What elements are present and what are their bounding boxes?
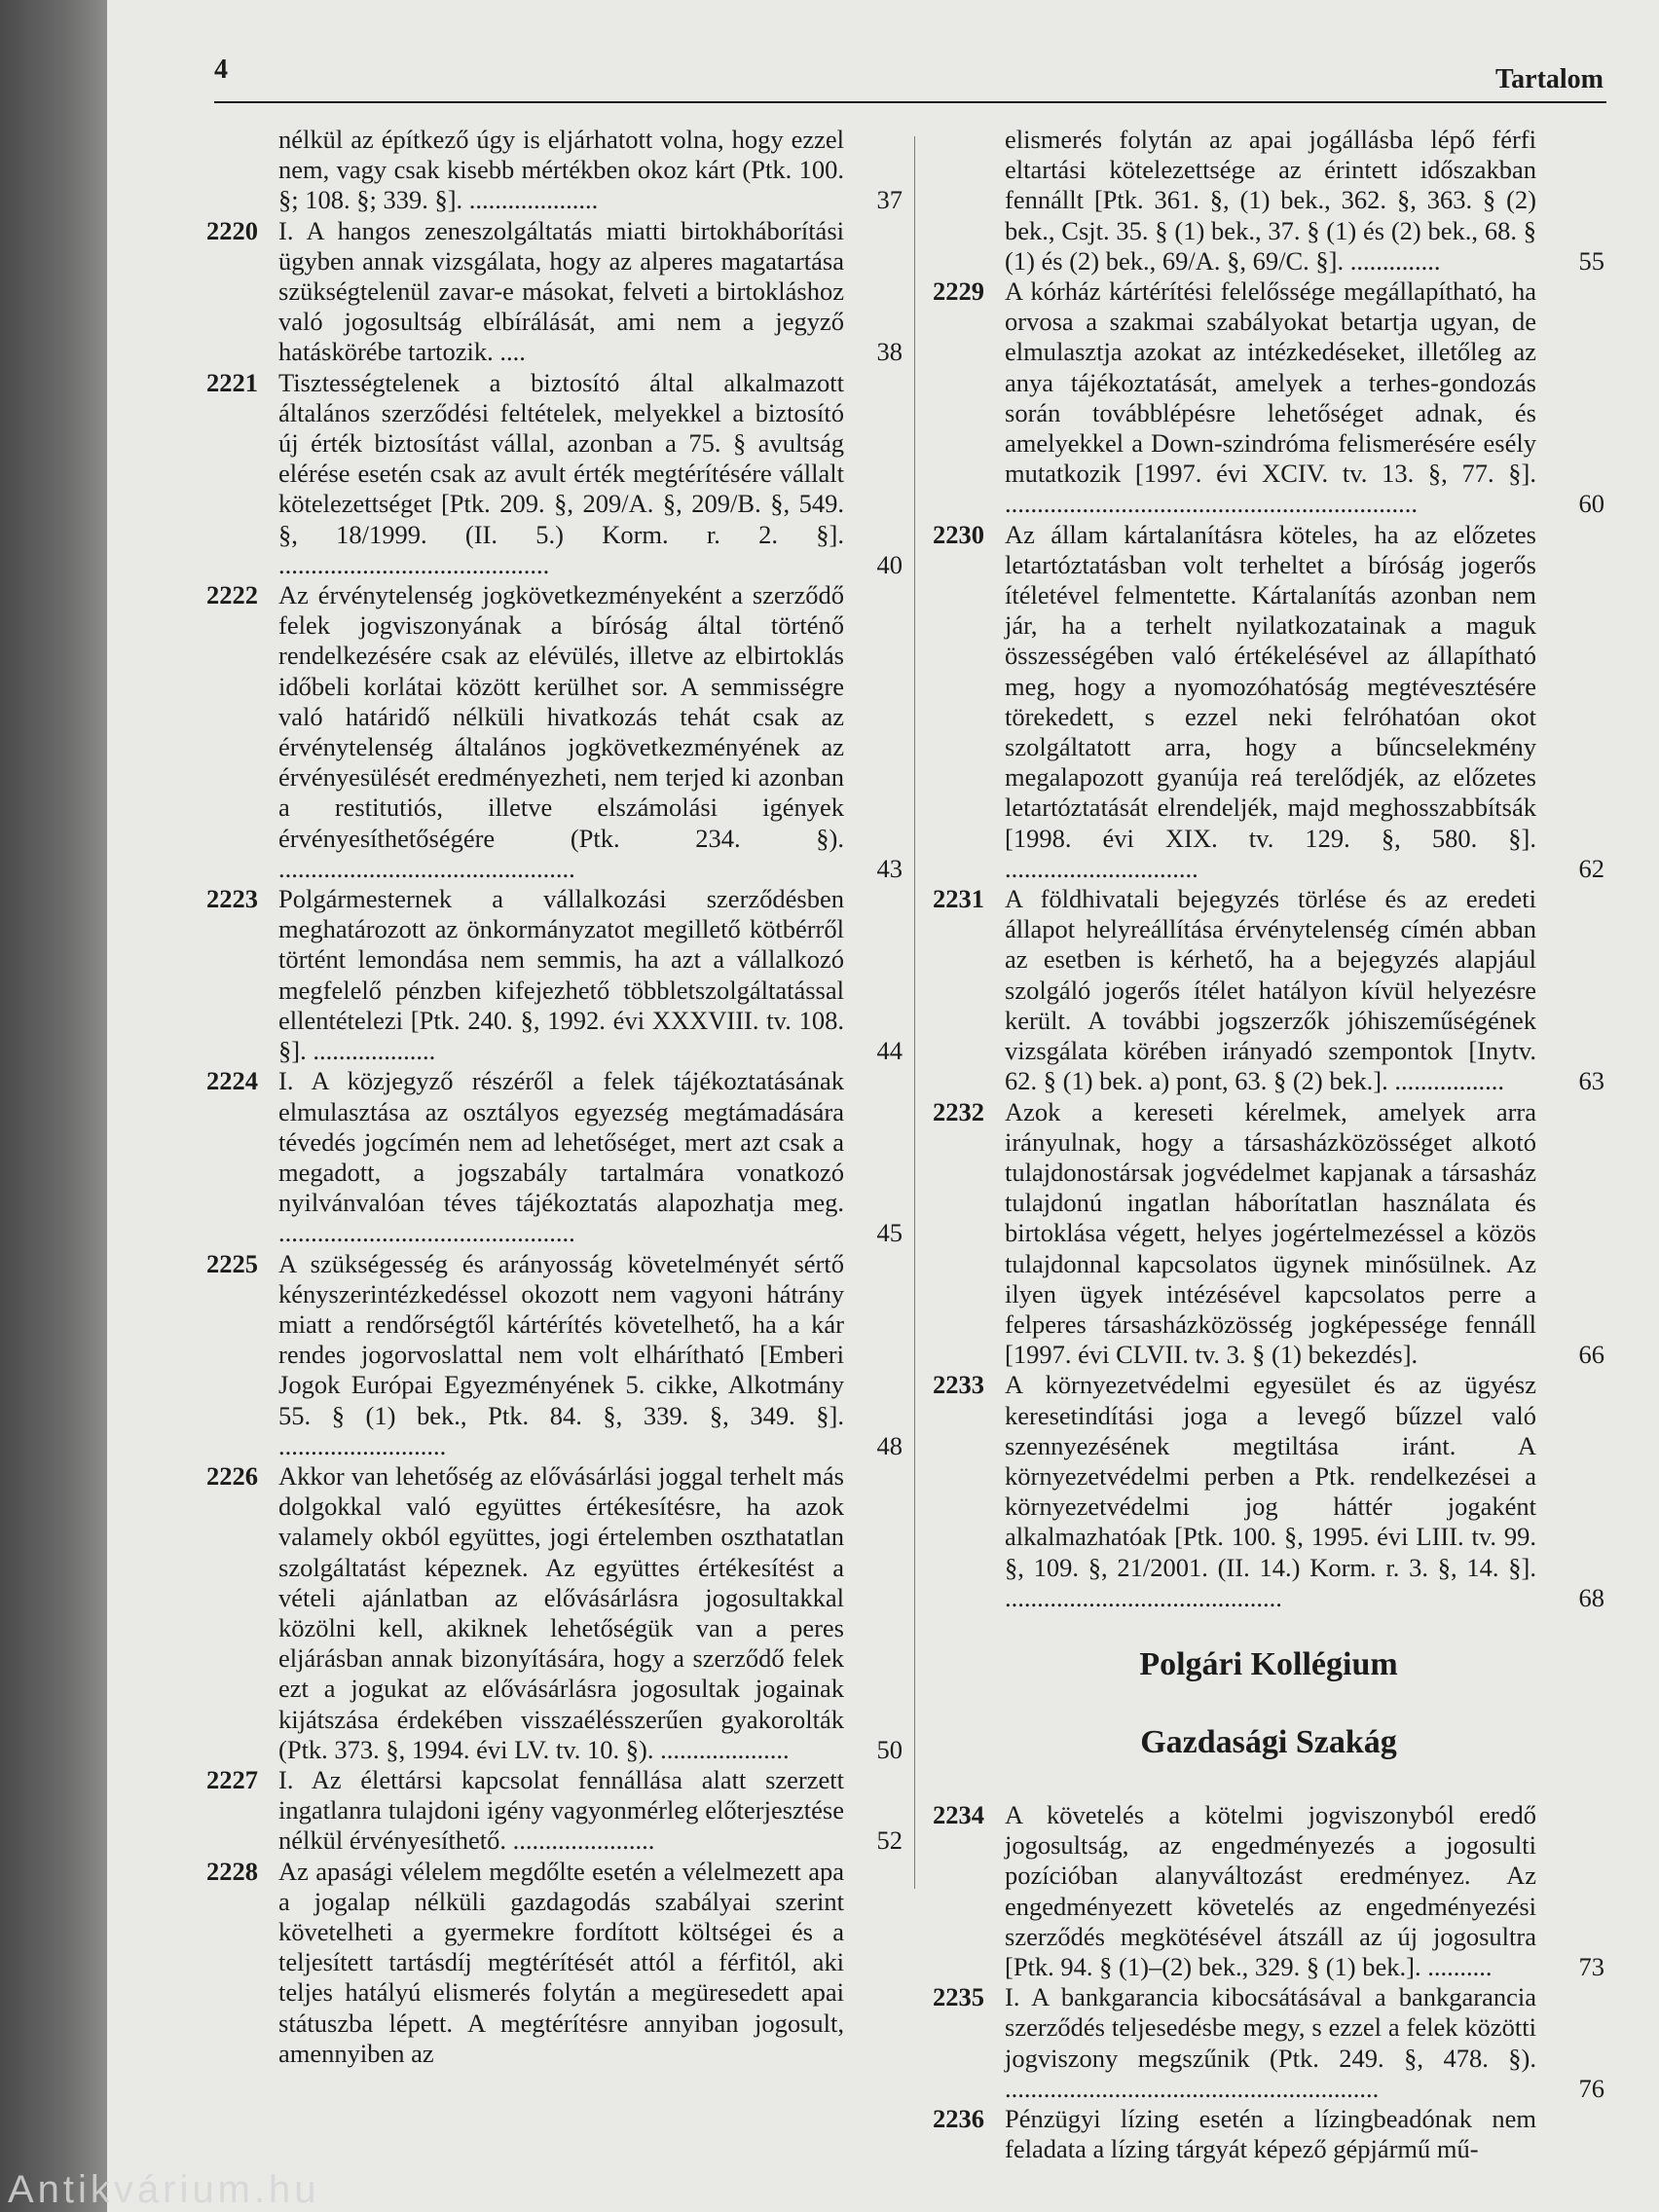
entry-page-number: 55 [1578, 245, 1604, 276]
running-title: Tartalom [1495, 64, 1604, 94]
toc-entry-2234[interactable] [933, 1800, 1604, 1982]
entry-text: Az apasági vélelem megdőlte esetén a vélelmezett apa a jogalap nélküli gazdagodás szabályai szerint követelheti a gyermekre fordított költségei és a teljesített tartásdíj megtérítését attól a férfitól, aki teljes hatályú elismerés folytán a megüresedett apai státuszba lépett. A megtérítésre annyiban jogosult, amennyiben az [278, 1856, 844, 2068]
entry-page-number: 38 [876, 337, 903, 367]
left-column [206, 125, 903, 2069]
toc-entry-2228[interactable] [206, 1857, 903, 2069]
entry-page-number: 45 [876, 1218, 903, 1248]
toc-entry-2231[interactable] [933, 884, 1604, 1096]
toc-entry-continuation[interactable] [933, 125, 1604, 276]
entry-number: 2233 [933, 1370, 984, 1400]
entry-page-number: 76 [1578, 2073, 1604, 2103]
toc-entry-2230[interactable] [933, 520, 1604, 884]
toc-entry-2235[interactable] [933, 1982, 1604, 2104]
entry-text: Polgármesternek a vállalkozási szerződésben meghatározott az önkormányzatot megillető kötbérről történt lemondása nem semmis, ha azt a vállalkozó megfelelő pénzben kifejezhető többletszolgáltatással ellentételezi [Ptk. 240. §, 1992. évi XXXVIII. tv. 108. §]. ................... [278, 884, 844, 1066]
entry-text: Akkor van lehetőség az elővásárlási joggal terhelt más dolgokkal való együttes értékesítésre, ha azok valamely okból együttes, jogi értelemben oszthatatlan szolgáltatást képeznek. Az együttes értékesítést a vételi ajánlatban az elővásárlásra jogosultakkal közölni kell, akiknek lehetőségük van a peres eljárásban annak bizonyítására, hogy a szerződő felek ezt a jogukat az elővásárlásra jogosultak jogainak kijátszása érdekében visszaélésszerűen gyakorolták (Ptk. 373. §, 1994. évi LV. tv. 10. §). .................... [278, 1460, 844, 1764]
entry-page-number: 43 [876, 853, 903, 883]
toc-entry-2223[interactable] [206, 884, 903, 1066]
entry-text: Az állam kártalanításra köteles, ha az előzetes letartóztatásban volt terheltet a bíróság jogerős ítéletével felmentette. Kártalanítás azonban nem jár, ha a terhelt nyilatkozatainak a maguk összességében való értékelésével az állapítható meg, hogy a nyomozóhatóság megtévesztésére törekedett, s ezzel neki felróhatóan okot szolgáltatott arra, hogy a bűncselekmény megalapozott gyanúja reá terelődjék, az előzetes letartóztatását elrendeljék, majd meghosszabbítsák [1998. évi XIX. tv. 129. §, 580. §]. .............................. [1005, 519, 1536, 883]
entry-text: Tisztességtelenek a biztosító által alkalmazott általános szerződési feltételek, melyekkel a biztosító új érték biztosítást vállal, azonban a 75. § avultság elérése esetén csak az avult érték megtérítésére vállalt kötelezettséget [Ptk. 209. §, 209/A. §, 209/B. §, 549. §, 18/1999. (II. 5.) Korm. r. 2. §]. .......................................... [278, 367, 844, 579]
entry-page-number: 44 [876, 1036, 903, 1066]
entry-number: 2225 [206, 1248, 258, 1278]
entry-number: 2228 [206, 1856, 258, 1886]
entry-text: elismerés folytán az apai jogállásba lépő férfi eltartási kötelezettsége az érintett időszakban fennállt [Ptk. 361. §, (1) bek., 362. §, 363. § (2) bek., Csjt. 35. § (1) bek., 37. § (1) és (2) bek., 68. § (1) és (2) bek., 69/A. §, 69/C. §]. .............. [1005, 125, 1536, 276]
entry-text: I. Az élettársi kapcsolat fennállása alatt szerzett ingatlanra tulajdoni igény vagyonmérleg előterjesztése nélkül érvényesíthető. ...................... [278, 1764, 844, 1856]
section-heading: Polgári Kollégium [1139, 1645, 1398, 1682]
entry-page-number: 63 [1578, 1066, 1604, 1096]
entry-text: A környezetvédelmi egyesület és az ügyész keresetindítási joga a levegő bűzzel való szennyezésének megtiltása iránt. A környezetvédelmi perben a Ptk. rendelkezései a környezetvédelmi jog háttér jogaként alkalmazhatóak [Ptk. 100. §, 1995. évi LIII. tv. 99. §, 109. §, 21/2001. (II. 14.) Korm. r. 3. §, 14. §]. ........................................... [1005, 1370, 1536, 1612]
toc-entry-2232[interactable] [933, 1097, 1604, 1371]
section-heading: Gazdasági Szakág [1140, 1723, 1397, 1760]
entry-number: 2230 [933, 519, 984, 549]
page-header [214, 55, 1606, 103]
entry-number: 2229 [933, 276, 984, 307]
entry-number: 2227 [206, 1764, 258, 1794]
entry-number: 2234 [933, 1799, 984, 1829]
entry-page-number: 37 [876, 185, 903, 215]
entry-number [933, 125, 1005, 276]
entry-number: 2220 [206, 215, 258, 245]
entry-text: Pénzügyi lízing esetén a lízingbeadónak nem feladata a lízing tárgyát képező gépjármű mű- [1005, 2103, 1536, 2164]
entry-text: I. A bankgarancia kibocsátásával a bankgarancia szerződés teljesedésbe megy, s ezzel a felek közötti jogviszony megszűnik (Ptk. 249. §, 478. §). .......................................................... [1005, 1982, 1536, 2103]
entry-text: Azok a kereseti kérelmek, amelyek arra irányulnak, hogy a társasházközösséget alkotó tulajdonostársak jogvédelmet kapjanak a társasház tulajdonú ingatlan háborítatlan használata és birtoklása végett, helyes jogértelmezéssel a közös tulajdonnal kapcsolatos ügynek minősülnek. Az ilyen ügyek intézésével kapcsolatos perre a felperes társasházközösség jogképessége fennáll [1997. évi CLVII. tv. 3. § (1) bekezdés]. [1005, 1096, 1536, 1370]
column-divider [914, 136, 915, 1889]
entry-text: A követelés a kötelmi jogviszonyból eredő jogosultság, az engedményezés a jogosulti pozícióban alanyváltozást eredményez. Az engedményezett követelés az engedményezési szerződés megkötésével átszáll az új jogosultra [Ptk. 94. § (1)–(2) bek., 329. § (1) bek.]. .......... [1005, 1799, 1536, 1981]
toc-entry-2220[interactable] [206, 216, 903, 368]
entry-number: 2226 [206, 1460, 258, 1491]
entry-number: 2224 [206, 1066, 258, 1096]
toc-entry-2233[interactable] [933, 1370, 1604, 1613]
toc-entry-2229[interactable] [933, 276, 1604, 520]
entry-number: 2222 [206, 580, 258, 610]
entry-page-number: 62 [1578, 853, 1604, 883]
entry-page-number: 50 [876, 1734, 903, 1764]
entry-page-number: 73 [1578, 1951, 1604, 1981]
toc-entry-2236[interactable] [933, 2104, 1604, 2164]
entry-text: nélkül az építkező úgy is eljárhatott volna, hogy ezzel nem, vagy csak kisebb mértékben okoz kárt (Ptk. 100. §; 108. §; 339. §]. .................... [278, 125, 844, 215]
toc-entry-2224[interactable] [206, 1066, 903, 1248]
entry-number: 2232 [933, 1096, 984, 1126]
watermark: Antikvárium.hu [8, 2168, 320, 2211]
book-spine-shadow [0, 0, 107, 2212]
entry-page-number: 40 [876, 549, 903, 579]
toc-entry-continuation[interactable] [206, 125, 903, 216]
entry-number: 2231 [933, 884, 984, 914]
toc-entry-2225[interactable] [206, 1249, 903, 1461]
entry-number: 2235 [933, 1982, 984, 2012]
right-column [933, 125, 1604, 2164]
entry-page-number: 48 [876, 1430, 903, 1460]
entry-text: A szükségesség és arányosság követelményét sértő kényszerintézkedéssel okozott nem vagyoni hátrány miatt a rendőrségtől kártérítés követelhető, ha a kár rendes jogorvoslattal nem volt elhárítható [Emberi Jogok Európai Egyezményének 5. cikke, Alkotmány 55. § (1) bek., Ptk. 84. §, 339. §, 349. §]. .......................... [278, 1248, 844, 1460]
toc-entry-2221[interactable] [206, 368, 903, 580]
entry-text: I. A hangos zeneszolgáltatás miatti birtokháborítási ügyben annak vizsgálata, hogy az alperes magatartása szükségtelenül zavar-e másokat, felveti a birtokláshoz való jogosultság elbírálását, ami nem a jegyző hatáskörébe tartozik. .... [278, 215, 844, 367]
entry-number: 2221 [206, 367, 258, 397]
toc-entry-2222[interactable] [206, 580, 903, 884]
entry-number [206, 125, 278, 216]
entry-page-number: 60 [1578, 489, 1604, 519]
entry-text: A földhivatali bejegyzés törlése és az eredeti állapot helyreállítása érvénytelenség címén abban az esetben is kérhető, ha a bejegyzés alapjául szolgáló jogerős ítélet hatályon kívül helyezésre került. A további jogszerzők jóhiszeműségének vizsgálata körében irányadó szempontok [Inytv. 62. § (1) bek. a) pont, 63. § (2) bek.]. ................. [1005, 884, 1536, 1096]
entry-text: Az érvénytelenség jogkövetkezményeként a szerződő felek jogviszonyának a bíróság által történő rendelkezésére csak az elévülés, illetve az elbirtoklás időbeli korlátai között kerülhet sor. A semmisségre való határidő nélküli hivatkozás tehát csak az érvénytelenség általános jogkövetkezményének az érvényesülését eredményezheti, nem terjed ki azonban a restitutiós, illetve elszámolási igények érvényesíthetőségére (Ptk. 234. §). .............................................. [278, 580, 844, 883]
entry-page-number: 68 [1578, 1582, 1604, 1612]
toc-entry-2227[interactable] [206, 1765, 903, 1857]
entry-page-number: 66 [1578, 1340, 1604, 1370]
entry-number: 2223 [206, 884, 258, 914]
entry-page-number: 52 [876, 1825, 903, 1856]
page-number: 4 [214, 55, 228, 85]
section-spacer [933, 1767, 1604, 1800]
entry-text: A kórház kártérítési felelőssége megállapítható, ha orvosa a szakmai szabályokat betartja ugyan, de elmulasztja azokat az intézkedéseket, illetőleg az anya tájékoztatását, amelyek a terhes-gondozás során továbblépésre lehetőséget adnak, és amelyekkel a Down-szindróma felismerésére esély mutatkozik [1997. évi XCIV. tv. 13. §, 77. §]. ................................................................ [1005, 276, 1536, 519]
toc-entry-2226[interactable] [206, 1461, 903, 1765]
entry-number: 2236 [933, 2103, 984, 2133]
entry-text: I. A közjegyző részéről a felek tájékoztatásának elmulasztása az osztályos egyezség megtámadására tévedés jogcímén nem ad lehetőséget, mert azt csak a megadott, a jogszabály tartalmára vonatkozó nyilvánvalóan téves tájékoztatás alapozhatja meg. .............................................. [278, 1066, 844, 1248]
